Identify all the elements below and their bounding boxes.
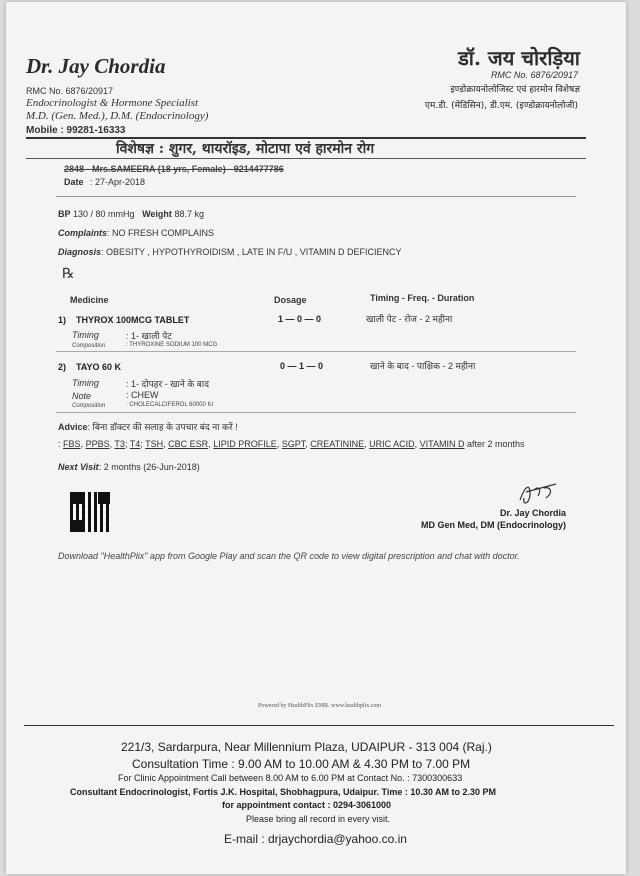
clinic-address: 221/3, Sardarpura, Near Millennium Plaza, UDAIPUR - 313 004 (Raj.) <box>121 740 492 754</box>
header-medicine: Medicine <box>70 295 109 305</box>
hospital-info: Consultant Endocrinologist, Fortis J.K. Hospital, Shobhagpura, Udaipur. Time : 10.30 AM to 2.30 PM <box>70 787 497 797</box>
consultation-time: Consultation Time : 9.00 AM to 10.00 AM & 4.30 PM to 7.00 PM <box>132 757 471 771</box>
timing-value: : 1- खाली पेट <box>126 331 172 341</box>
composition-label: Composition <box>72 343 106 349</box>
signature-degree: MD Gen Med, DM (Endocrinology) <box>421 520 566 530</box>
specialist-title-hindi: इण्डोक्रायनोलोजिस्ट एवं हारमोन विशेषज्ञ <box>450 85 580 95</box>
timing-value: : 1- दोपहर - खाने के बाद <box>126 379 210 389</box>
next-visit-row <box>58 462 200 472</box>
note-value: : CHEW <box>126 390 159 400</box>
diagnosis-value: : OBESITY , HYPOTHYROIDISM , LATE IN F/U , VITAMIN D DEFICIENCY <box>101 247 402 257</box>
medicine-frequency: खाली पेट - रोज - 2 महीना <box>366 314 453 324</box>
patient-divider <box>56 196 576 197</box>
medicine-frequency: खाने के बाद - पाक्षिक - 2 महीना <box>370 361 476 371</box>
speciality-divider <box>26 158 586 159</box>
medicine-number: 1) <box>58 315 67 325</box>
prescription-page <box>6 2 626 874</box>
rmc-number-english: RMC No. 6876/20917 <box>26 86 114 96</box>
complaints-value: : NO FRESH COMPLAINS <box>107 228 215 238</box>
test-item: URIC ACID <box>369 439 415 449</box>
test-item: T3 <box>114 439 125 449</box>
rmc-number-hindi-side: RMC No. 6876/20917 <box>490 70 578 80</box>
tests-suffix: after 2 months <box>467 439 525 449</box>
mobile-number: Mobile : 99281-16333 <box>26 125 126 136</box>
composition-value: : THYROXINE SODIUM 100 MCG <box>126 342 218 348</box>
composition-label: Composition <box>72 403 106 409</box>
specialist-title-english: Endocrinologist & Hormone Specialist <box>26 97 199 109</box>
diagnosis-row <box>58 247 402 257</box>
weight-value: 88.7 kg <box>174 209 204 219</box>
test-item: PPBS <box>85 439 110 449</box>
header-timing: Timing - Freq. - Duration <box>370 293 475 303</box>
signature-name: Dr. Jay Chordia <box>499 508 566 518</box>
test-item: T4 <box>129 439 141 449</box>
next-visit-label: Next Visit <box>58 462 99 472</box>
complaints-row <box>58 228 214 238</box>
next-visit-value: : 2 months (26-Jun-2018) <box>98 462 200 472</box>
test-item: CREATININE <box>310 439 365 449</box>
records-note: Please bring all record in every visit. <box>246 814 391 824</box>
bp-value: 130 / 80 mmHg <box>73 209 135 219</box>
vitals-row <box>58 209 204 219</box>
date-value: : 27-Apr-2018 <box>90 177 146 187</box>
medicine-name: TAYO 60 K <box>76 362 122 372</box>
test-item: CBC ESR <box>168 439 209 449</box>
qr-code <box>70 492 110 532</box>
complaints-label: Complaints <box>58 228 108 238</box>
header-dosage: Dosage <box>274 295 307 305</box>
timing-label: Timing <box>72 378 99 388</box>
timing-label: Timing <box>72 330 99 340</box>
test-item: LIPID PROFILE <box>213 439 277 449</box>
weight-label: Weight <box>142 209 172 219</box>
medicine-name: THYROX 100MCG TABLET <box>76 315 190 325</box>
advice-value: : बिना डॉक्टर की सलाह के उपचार बंद ना करें ! <box>87 422 238 432</box>
medicine-divider <box>56 351 576 352</box>
medicine-number: 2) <box>58 362 67 372</box>
hospital-contact: for appointment contact : 0294-3061000 <box>222 800 392 810</box>
patient-info: 2848 - Mrs.SAMEERA (18 yrs, Female) - 9214477786 <box>64 164 284 174</box>
date-label: Date <box>64 177 84 187</box>
degree-hindi: एम.डी. (मेडिसिन), डी.एम. (इण्डोक्रायनोलोजी) <box>425 101 578 111</box>
advice-label: Advice <box>58 422 88 432</box>
note-label: Note <box>72 391 92 401</box>
app-note: Download "HealthPlix" app from Google Play and scan the QR code to view digital prescription and chat with doctor. <box>58 551 520 561</box>
diagnosis-label: Diagnosis <box>58 247 102 257</box>
powered-by: Powered by HealthPlix EMR. www.healthplix.com <box>258 703 382 709</box>
appointment-info: For Clinic Appointment Call between 8.00 AM to 6.00 PM at Contact No. : 7300300633 <box>118 773 463 783</box>
medicine-dosage: 0 — 1 — 0 <box>280 361 324 371</box>
medicine-divider <box>56 412 576 413</box>
tests-row: : FBS, PPBS, T3; T4; TSH, CBC ESR, LIPID PROFILE, SGPT, CREATININE, URIC ACID, VITAMIN D after 2 months <box>58 439 525 449</box>
doctor-name-english: Dr. Jay Chordia <box>26 54 166 78</box>
footer-divider <box>24 725 614 726</box>
rx-symbol: ℞ <box>62 266 75 282</box>
doctor-name-hindi: डॉ. जय चोरड़िया <box>458 46 580 70</box>
signature-mark <box>516 480 560 508</box>
test-item: SGPT <box>281 439 306 449</box>
test-item: TSH <box>145 439 164 449</box>
degree-english: M.D. (Gen. Med.), D.M. (Endocrinology) <box>26 110 209 122</box>
tests-prefix: : <box>58 439 61 449</box>
test-item: VITAMIN D <box>419 439 465 449</box>
advice-row <box>58 420 238 433</box>
test-item: FBS <box>63 439 81 449</box>
speciality-line: विशेषज्ञ : शुगर, थायरॉइड, मोटापा एवं हारमोन रोग <box>116 141 375 157</box>
email: E-mail : drjaychordia@yahoo.co.in <box>224 832 407 846</box>
composition-value: : CHOLECALCIFEROL 60000 IU <box>126 402 214 408</box>
bp-label: BP <box>58 209 71 219</box>
medicine-dosage: 1 — 0 — 0 <box>278 314 322 324</box>
